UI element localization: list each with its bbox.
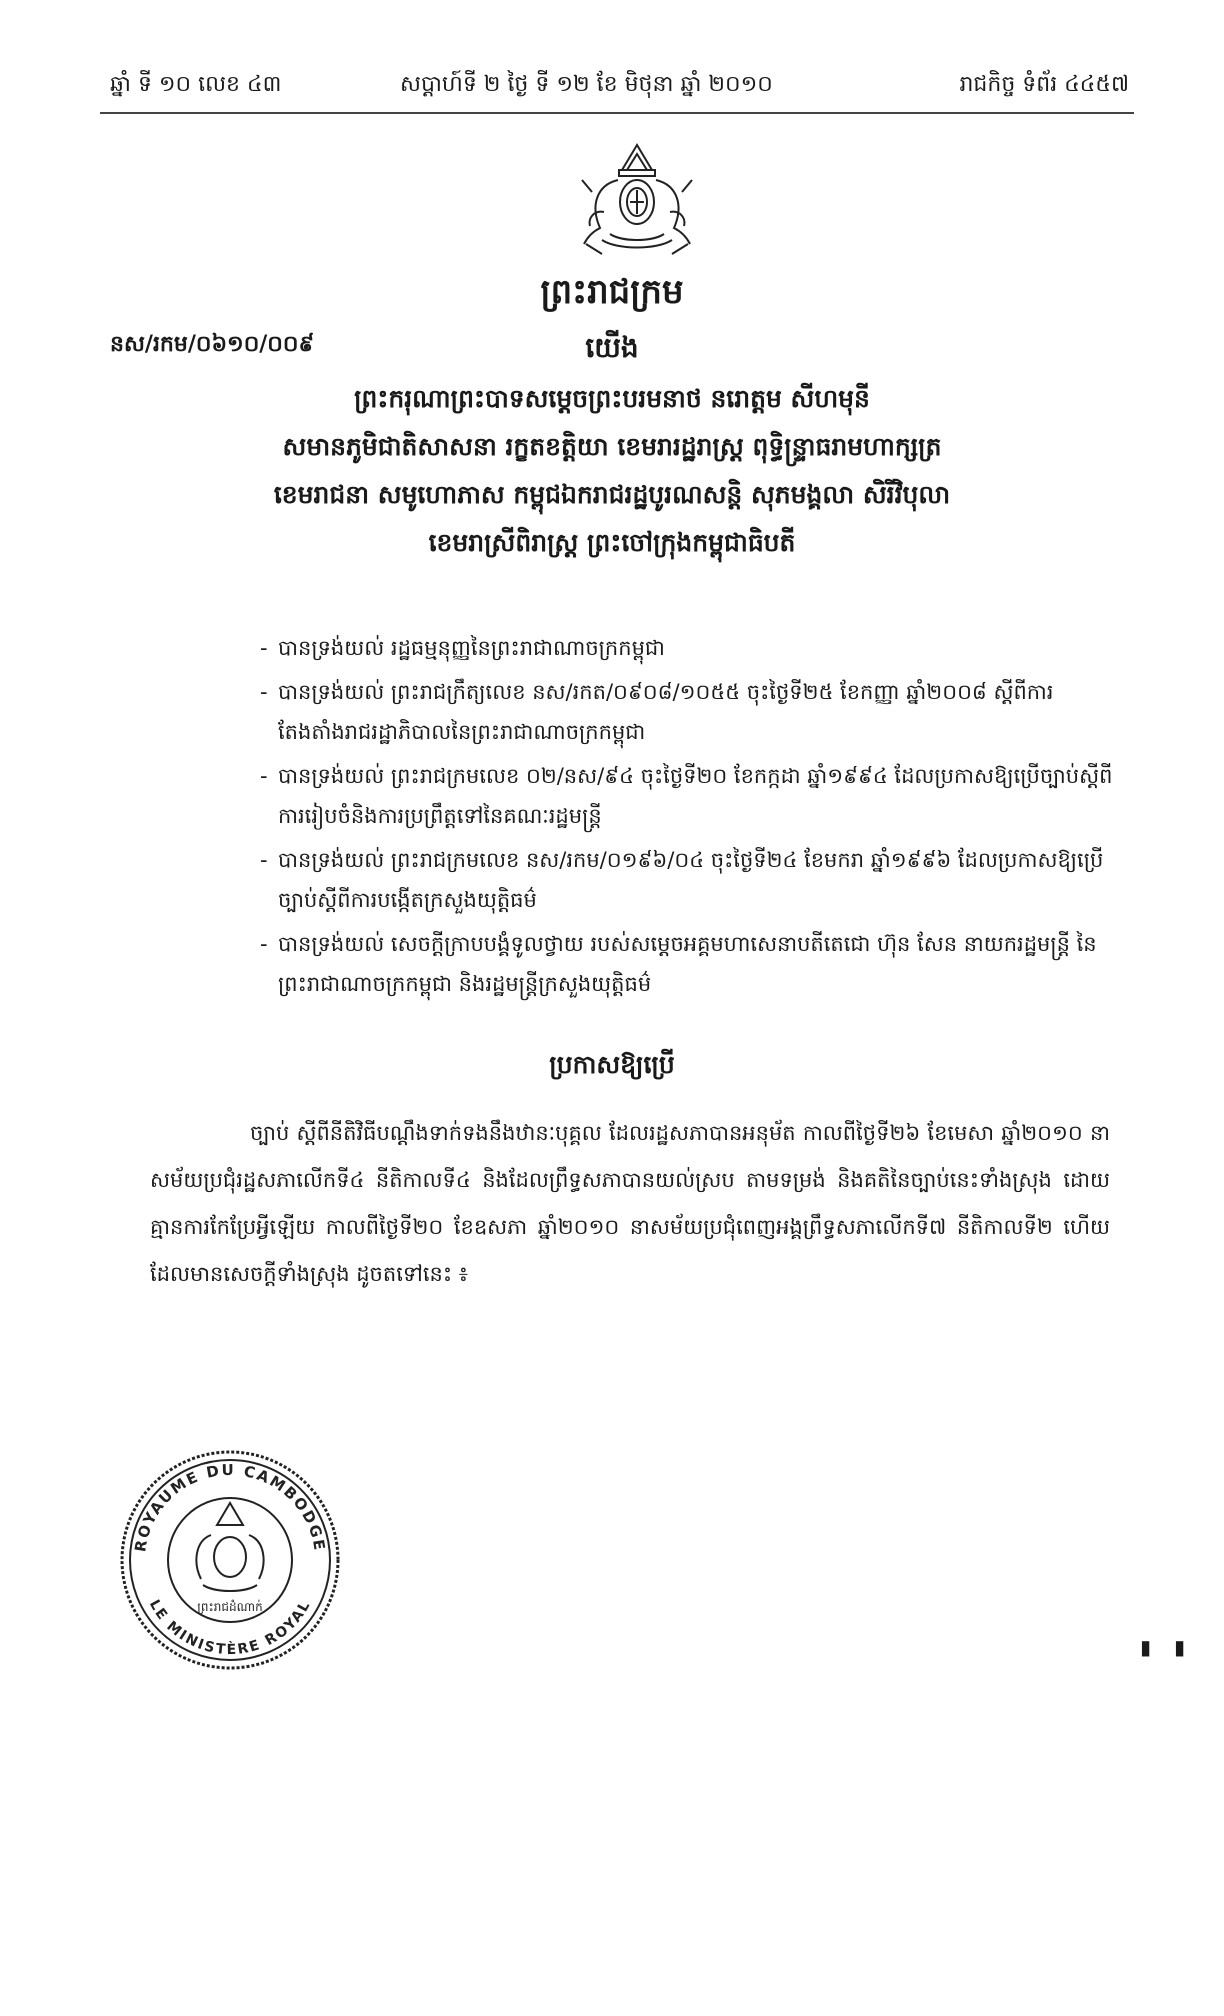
king-title-line: ខេមរាស្រីពិរាស្ត្រ ព្រះចៅក្រុងកម្ពុជាធិបតី xyxy=(428,528,796,557)
consideration-item: - បានទ្រង់យល់ ព្រះរាជក្រមលេខ ០២/នស/៩៤ ចុះថ្ងៃទី២០ ខែកក្កដា ឆ្នាំ១៩៩៤ ដែលប្រកាសឱ្យប្រើច្បាប់ស្តីពីការរៀបចំនិងការប្រព្រឹត្តទៅនៃគណៈរដ្ឋមន្ត្រី xyxy=(260,756,1120,836)
body-paragraph: ច្បាប់ ស្តីពីនីតិវិធីបណ្តឹងទាក់ទងនឹងឋានៈបុគ្គល ដែលរដ្ឋសភាបានអនុម័ត កាលពីថ្ងៃទី២៦ ខែមេសា ឆ្នាំ២០១០ នាសម័យប្រជុំរដ្ឋសភាលើកទី៤ នីតិកាលទី៤ និងដែលព្រឹទ្ធសភាបានយល់ស្រប តាមទម្រង់ និងគតិនៃច្បាប់នេះទាំងស្រុង ដោយគ្មានការកែប្រែអ្វីឡើយ កាលពីថ្ងៃទី២០ ខែឧសភា ឆ្នាំ២០១០ នាសម័យប្រជុំពេញអង្គព្រឹទ្ធសភាលើកទី៧ នីតិកាលទី២ ហើយដែលមានសេចក្តីទាំងស្រុង ដូចតទៅនេះ ៖ xyxy=(150,1121,1110,1286)
gazette-page-number: រាជកិច្ច ទំព័រ ៤៤៥៧ xyxy=(959,72,1129,97)
seal-bottom-text: LE MINISTÈRE ROYAL xyxy=(145,1597,315,1659)
king-title-line: ខេមរាជនា សមូហោភាស កម្ពុជឯករាជរដ្ឋបូរណសន្តិ សុភមង្គលា សិរីវិបុលា xyxy=(273,480,951,509)
document-title: ព្រះរាជក្រម xyxy=(540,272,684,312)
consideration-item: - បានទ្រង់យល់ ព្រះរាជក្រឹត្យលេខ នស/រកត/០៩០៨/១០៥៥ ចុះថ្ងៃទី២៥ ខែកញ្ញា ឆ្នាំ២០០៨ ស្តីពីការតែងតាំងរាជរដ្ឋាភិបាលនៃព្រះរាជាណាចក្រកម្ពុជា xyxy=(260,672,1120,752)
consideration-item: - បានទ្រង់យល់ ព្រះរាជក្រមលេខ នស/រកម/០១៩៦/០៤ ចុះថ្ងៃទី២៤ ខែមករា ឆ្នាំ១៩៩៦ ដែលប្រកាសឱ្យប្រើច្បាប់ស្តីពីការបង្កើតក្រសួងយុត្តិធម៌ xyxy=(260,840,1120,920)
royal-coat-of-arms-icon xyxy=(572,140,702,260)
gazette-date: សប្តាហ៍ទី ២ ថ្ងៃ ទី ១២ ខែ មិថុនា ឆ្នាំ ២០១០ xyxy=(400,72,773,97)
king-title-line: ព្រះករុណាព្រះបាទសម្តេចព្រះបរមនាថ នរោត្តម សីហមុនី xyxy=(354,384,870,413)
seal-inner-text: ព្រះរាជដំណាក់ xyxy=(197,1600,263,1614)
decree-number: នស/រកម/០៦១០/០០៩ xyxy=(110,332,315,357)
king-title-line: សមានភូមិជាតិសាសនា រក្ខតខត្តិយា ខេមរារដ្ឋរាស្ត្រ ពុទ្ធិន្ទ្រាធរាមហាក្សត្រ xyxy=(282,432,942,461)
seal-top-text: ROYAUME DU CAMBODGE xyxy=(131,1460,329,1554)
consideration-item: - បានទ្រង់យល់ រដ្ឋធម្មនុញ្ញនៃព្រះរាជាណាចក្រកម្ពុជា xyxy=(260,628,1120,668)
gazette-year-number: ឆ្នាំ ទី ១០ លេខ ៤៣ xyxy=(110,72,282,97)
header-divider xyxy=(100,112,1134,114)
considerations-list xyxy=(260,628,1120,1008)
we-heading: យើង xyxy=(585,331,639,364)
svg-text:ROYAUME DU CAMBODGE xyxy=(131,1461,328,1553)
king-titles xyxy=(150,375,1074,567)
royal-seal-stamp-icon xyxy=(115,1445,345,1675)
promulgate-heading: ប្រកាសឱ្យប្រើ xyxy=(549,1050,675,1079)
gazette-header xyxy=(110,70,1129,110)
consideration-item: - បានទ្រង់យល់ សេចក្តីក្រាបបង្គំទូលថ្វាយ របស់សម្តេចអគ្គមហាសេនាបតីតេជោ ហ៊ុន សែន នាយករដ្ឋមន្ត្រី នៃព្រះរាជាណាចក្រកម្ពុជា និងរដ្ឋមន្ត្រីក្រសួងយុត្តិធម៌ xyxy=(260,924,1120,1004)
margin-marks: ▮ ▮ xyxy=(1140,1635,1193,1659)
